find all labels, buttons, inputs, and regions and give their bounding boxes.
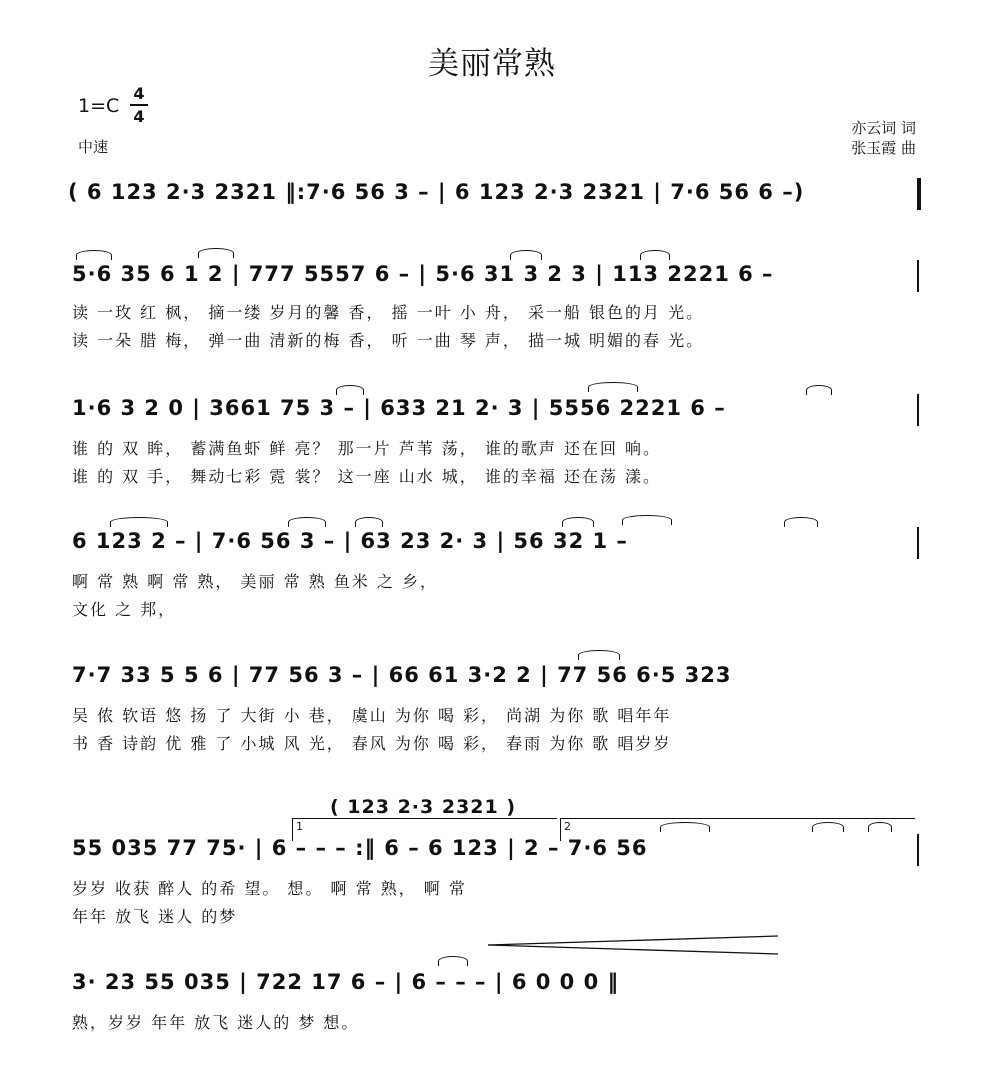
lyric-verse-1: 啊 常 熟 啊 常 熟， 美丽 常 熟 鱼米 之 乡， xyxy=(72,572,438,591)
slur xyxy=(622,515,672,525)
slur xyxy=(288,517,326,527)
barline xyxy=(917,834,919,866)
notes-line: 1·6 3 2 0 | 3661 75 3 – | 633 21 2· 3 | 5556 2221 6 – xyxy=(72,396,726,420)
slur xyxy=(76,250,112,260)
notes-line: 55 035 77 75· | 6 – – – :‖ 6 – 6 123 | 2 – 7·6 56 xyxy=(72,836,648,860)
time-signature-bottom: 4 xyxy=(133,107,145,126)
time-signature-bar xyxy=(130,104,148,106)
slur xyxy=(562,517,594,527)
time-signature-top: 4 xyxy=(133,84,145,103)
notes-line: 5·6 35 6 1 2 | 777 5557 6 – | 5·6 31 3 2 3 | 113 2221 6 – xyxy=(72,262,774,286)
time-signature xyxy=(130,84,148,126)
slur xyxy=(868,822,892,832)
lyric-verse-2: 谁 的 双 手， 舞动七彩 霓 裳？ 这一座 山水 城， 谁的幸福 还在荡 漾。 xyxy=(72,467,662,486)
key-signature: 1=C xyxy=(78,95,120,117)
notes-line: 6 123 2 – | 7·6 56 3 – | 63 23 2· 3 | 56 32 1 – xyxy=(72,529,628,553)
lyric-verse-2: 年年 放飞 迷人 的梦 xyxy=(72,907,238,926)
barline xyxy=(917,394,919,426)
slur xyxy=(438,956,468,966)
volta-bracket-notes: ( 123 2·3 2321 ) xyxy=(330,796,517,818)
barline xyxy=(917,527,919,559)
slur xyxy=(660,822,710,832)
notes-line: ( 6 123 2·3 2321 ‖:7·6 56 3 – | 6 123 2·3 2321 | 7·6 56 6 –) xyxy=(68,180,805,204)
slur xyxy=(198,248,234,258)
slur xyxy=(110,517,168,527)
lyric-verse-2: 书 香 诗韵 优 雅 了 小城 风 光， 春风 为你 喝 彩， 春雨 为你 歌 唱岁岁 xyxy=(72,734,672,753)
lyric-verse-1: 谁 的 双 眸， 蓄满鱼虾 鲜 亮？ 那一片 芦苇 荡， 谁的歌声 还在回 响。 xyxy=(72,439,662,458)
barline xyxy=(917,260,919,292)
notes-line: 7·7 33 5 5 6 | 77 56 3 – | 66 61 3·2 2 | 77 56 6·5 323 xyxy=(72,663,732,687)
barline xyxy=(917,178,921,210)
tempo-marking: 中速 xyxy=(78,138,109,156)
slur xyxy=(336,385,364,395)
notes-line: 3· 23 55 035 | 722 17 6 – | 6 – – – | 6 0 0 0 ‖ xyxy=(72,970,620,994)
song-title: 美丽常熟 xyxy=(428,46,556,82)
composer-credit: 张玉霞 曲 xyxy=(851,139,916,157)
lyric-verse-1: 读 一玫 红 枫， 摘一缕 岁月的馨 香， 摇 一叶 小 舟， 采一船 银色的月 光。 xyxy=(72,303,705,322)
lyric-verse-2: 读 一朵 腊 梅， 弹一曲 清新的梅 香， 听 一曲 琴 声， 描一城 明媚的春 光。 xyxy=(72,331,705,350)
decrescendo-hairpin xyxy=(488,934,780,956)
slur xyxy=(640,250,670,260)
lyric-verse-1: 熟，岁岁 年年 放飞 迷人的 梦 想。 xyxy=(72,1013,360,1032)
lyric-verse-1: 吴 侬 软语 悠 扬 了 大街 小 巷， 虞山 为你 喝 彩， 尚湖 为你 歌 唱年年 xyxy=(72,706,672,725)
slur xyxy=(806,385,832,395)
slur xyxy=(355,517,383,527)
slur xyxy=(588,382,638,392)
slur xyxy=(812,822,844,832)
second-ending-number: 2 xyxy=(564,820,571,833)
lyricist-credit: 亦云词 词 xyxy=(851,119,916,137)
slur xyxy=(510,250,542,260)
lyric-verse-1: 岁岁 收获 醉人 的希 望。 想。 啊 常 熟， 啊 常 xyxy=(72,879,467,898)
lyric-verse-2: 文化 之 邦， xyxy=(72,600,177,619)
slur xyxy=(784,517,818,527)
slur xyxy=(578,650,620,660)
first-ending-number: 1 xyxy=(296,820,303,833)
